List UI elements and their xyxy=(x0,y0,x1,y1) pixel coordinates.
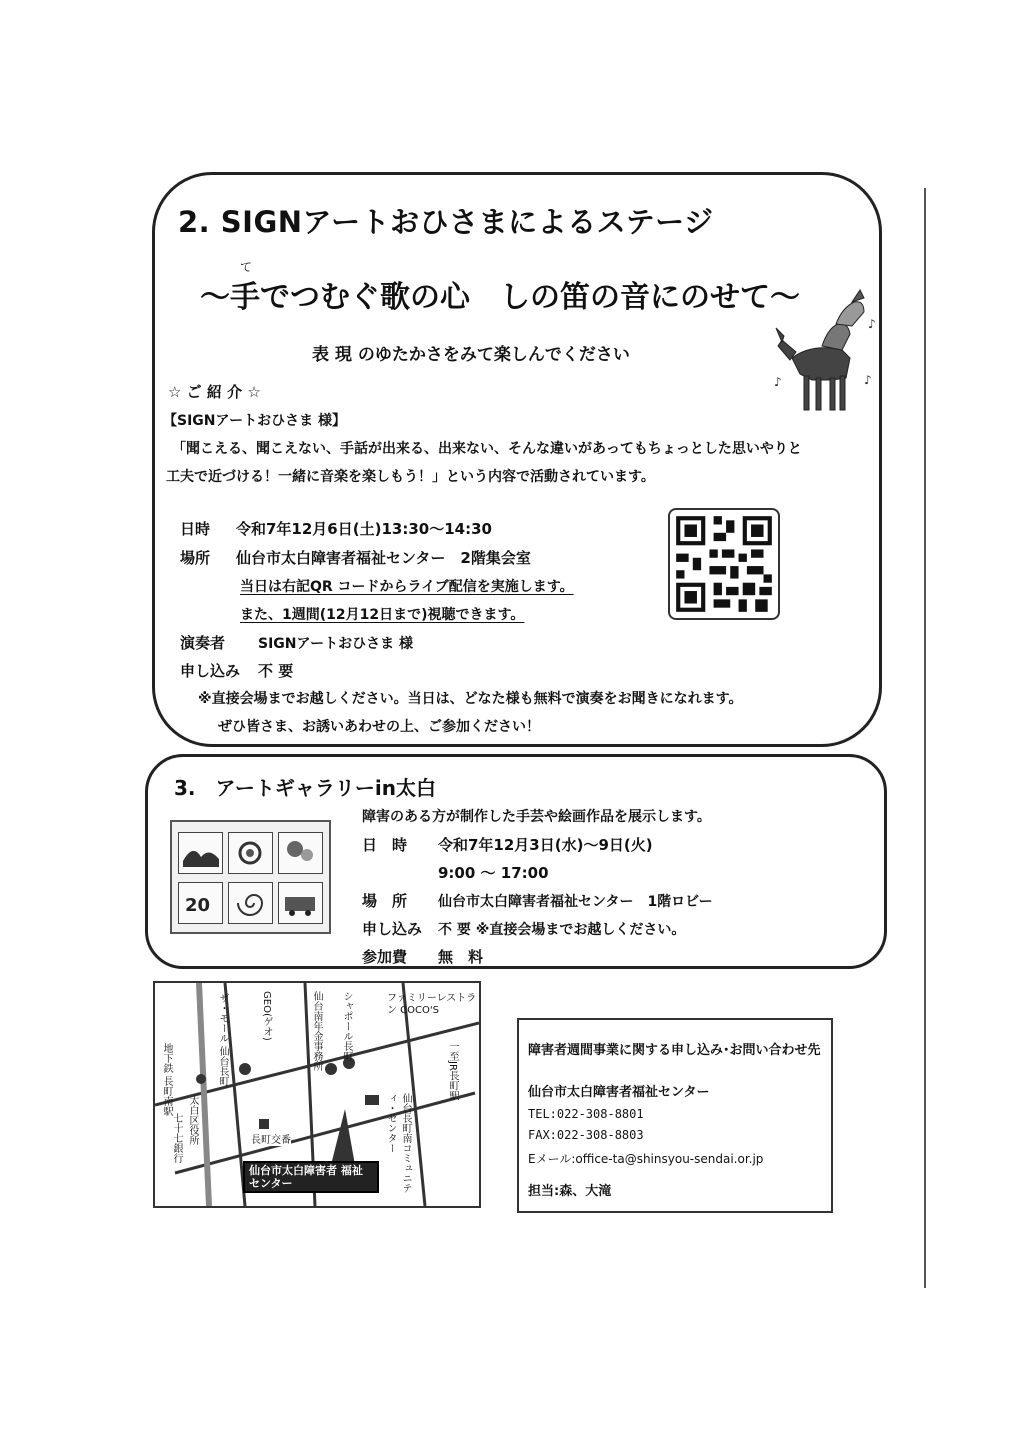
s3-apply-value: 不 要 ※直接会場までお越しください。 xyxy=(438,922,686,938)
s3-fee-label: 参加費 xyxy=(362,948,408,966)
map-label-ward: 太白区役所 xyxy=(187,1095,198,1145)
svg-text:♪: ♪ xyxy=(774,375,782,389)
contact-org: 仙台市太白障害者福祉センター xyxy=(528,1085,710,1100)
s3-time-value: 9:00 ～ 17:00 xyxy=(438,864,549,882)
artwork-thumb xyxy=(178,832,223,874)
map-label-subway: 地下鉄 長町南駅 xyxy=(161,1043,172,1117)
artwork-thumb xyxy=(278,832,323,874)
artwork-thumb xyxy=(228,832,273,874)
map-label-cocos: ファミリーレストラン COCO'S xyxy=(387,993,477,1016)
section2-lead: 表 現 のゆたかさをみて楽しんでください xyxy=(312,345,630,365)
musicians-illustration xyxy=(772,288,882,420)
map-label-center: 仙台市太白障害者 福祉センター xyxy=(243,1161,379,1193)
furigana-row: て xyxy=(240,260,253,274)
map-label-koban: 長町交番 xyxy=(251,1131,291,1146)
svg-text:20: 20 xyxy=(185,895,211,916)
map-label-mall: ザ・モール 仙台長町 xyxy=(217,993,228,1087)
s3-place-label: 場 所 xyxy=(362,892,408,910)
section3-heading: 3. アートギャラリーin太白 xyxy=(174,776,437,800)
date-value: 令和7年12月6日(土)13:30～14:30 xyxy=(236,520,492,538)
apply-value: 不 要 xyxy=(258,662,294,680)
s3-fee-value: 無 料 xyxy=(438,948,484,966)
contact-email[interactable]: Eメール:office-ta@shinsyou-sendai.or.jp xyxy=(528,1152,764,1166)
apply-label: 申し込み xyxy=(180,662,241,680)
map-label-jr: 一至JR長町駅 xyxy=(447,1041,458,1101)
section2-subtitle: ～手でつむぐ歌の心 しの笛の音にのせて～ xyxy=(200,280,800,315)
contact-staff: 担当:森、大滝 xyxy=(528,1184,612,1199)
svg-text:♪: ♪ xyxy=(868,317,876,331)
live-line1: 当日は右記QR コードからライブ配信を実施します。 xyxy=(240,579,574,595)
contact-tel: TEL:022-308-8801 xyxy=(528,1107,644,1121)
desc-line2: 工夫で近づける！一緒に音楽を楽しもう！」という内容で活動されています。 xyxy=(166,469,655,485)
performer-label: 演奏者 xyxy=(180,634,226,652)
note-line2: ぜひ皆さま、お誘いあわせの上、ご参加ください！ xyxy=(218,719,540,735)
map-label-pension: 仙台南年金事務所 xyxy=(311,991,322,1071)
svg-text:♪: ♪ xyxy=(864,373,872,387)
live-line2: また、1週間(12月12日まで)視聴できます。 xyxy=(240,607,525,623)
date-label: 日時 xyxy=(180,520,211,538)
artwork-thumb xyxy=(278,882,323,924)
section3-intro: 障害のある方が制作した手芸や絵画作品を展示します。 xyxy=(362,809,711,825)
performer-value: SIGNアートおひさま 様 xyxy=(258,636,413,652)
page-edge-line xyxy=(924,188,926,1288)
qr-code[interactable] xyxy=(668,508,780,620)
s3-date-label: 日 時 xyxy=(362,836,408,854)
map-label-community: 仙台長町南コミュニティ・センター xyxy=(385,1093,411,1193)
access-map xyxy=(153,981,481,1208)
s3-apply-label: 申し込み xyxy=(362,920,423,938)
contact-title: 障害者週間事業に関する申し込み･お問い合わせ先 xyxy=(528,1043,821,1058)
intro-label: ☆ ご 紹 介 ☆ xyxy=(168,383,261,401)
s3-place-value: 仙台市太白障害者福祉センター 1階ロビー xyxy=(438,894,713,910)
note-line1: ※直接会場までお越しください。当日は、どなた様も無料で演奏をお聞きになれます。 xyxy=(198,691,743,707)
section2-heading: 2. SIGNアートおひさまによるステージ xyxy=(178,205,714,239)
artwork-thumb xyxy=(228,882,273,924)
map-label-geo: GEO(ゲオ) xyxy=(261,991,272,1041)
map-label-bank: 七十七銀行 xyxy=(171,1113,182,1163)
place-label: 場所 xyxy=(180,549,211,567)
gallery-photo xyxy=(170,820,331,934)
place-value: 仙台市太白障害者福祉センター 2階集会室 xyxy=(236,549,531,567)
s3-date-value: 令和7年12月3日(水)～9日(火) xyxy=(438,836,653,854)
artwork-thumb xyxy=(178,882,223,924)
map-label-chapeau: シャポール長町 xyxy=(341,991,352,1061)
contact-fax: FAX:022-308-8803 xyxy=(528,1128,644,1142)
desc-line1: 「聞こえる、聞こえない、手話が出来る、出来ない、そんな違いがあってもちょっとした思いやりと xyxy=(172,441,802,457)
org-label: 【SIGNアートおひさま 様】 xyxy=(163,413,346,429)
